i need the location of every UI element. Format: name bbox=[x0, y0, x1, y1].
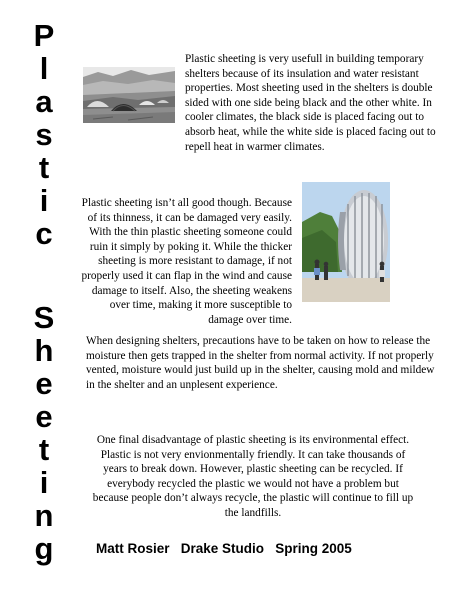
title-letter: h bbox=[34, 333, 54, 368]
shelter-camp-photo bbox=[83, 67, 175, 123]
title-letter: i bbox=[39, 465, 49, 500]
paragraph-damage: Plastic sheeting isn’t all good though. Because of its thinness, it can be damaged very easily. With the thin plastic sheeting someone could ruin it simply by poking it. While the thicker sheeting is more resistant to damage, if not properly used it can flap in the wind and cause damage to itself. Also, the sheeting weakens over time, making it more susceptible to damage over time. bbox=[81, 197, 292, 326]
title-letter: e bbox=[35, 366, 53, 401]
title-letter: g bbox=[34, 531, 54, 566]
title-letter: n bbox=[34, 498, 54, 533]
title-letter: l bbox=[39, 51, 49, 86]
paragraph-moisture: When designing shelters, precautions have to be taken on how to release the moisture then gets trapped in the shelter from normal activity. If not properly vented, moisture would just build up in the shelter, causing mold and mildew in the shelter and an unplesent experience. bbox=[86, 335, 435, 391]
title-letter: t bbox=[38, 432, 50, 467]
vertical-title bbox=[22, 20, 82, 580]
title-letter: e bbox=[35, 399, 53, 434]
paragraph-insulation: Plastic sheeting is very usefull in building temporary shelters because of its insulation and water resistant properties. Most sheeting used in the shelters is double sided with one side being black and the other white. In cooler climates, the black side is placed facing out to absorb heat, while the white side is placed facing out to repell heat in warmer climates. bbox=[185, 53, 436, 153]
title-letter: S bbox=[33, 300, 55, 335]
footer-credit: Matt Rosier Drake Studio Spring 2005 bbox=[96, 541, 352, 556]
title-letter: s bbox=[35, 117, 53, 152]
title-letter: c bbox=[35, 216, 53, 251]
title-letter: i bbox=[39, 183, 49, 218]
cylinder-shelter-photo bbox=[302, 182, 390, 302]
title-letter: P bbox=[33, 18, 55, 53]
title-letter: t bbox=[38, 150, 50, 185]
title-letter: a bbox=[35, 84, 53, 119]
paragraph-environment: One final disadvantage of plastic sheeting is its environmental effect. Plastic is not very envionmentally friendly. It can take thousands of years to break down. However, plastic sheeting can be recycled. If everybody recycled the plastic we would not have a problem but because people don’t always recycle, the plastic will continue to fill up the landfills. bbox=[92, 434, 414, 519]
